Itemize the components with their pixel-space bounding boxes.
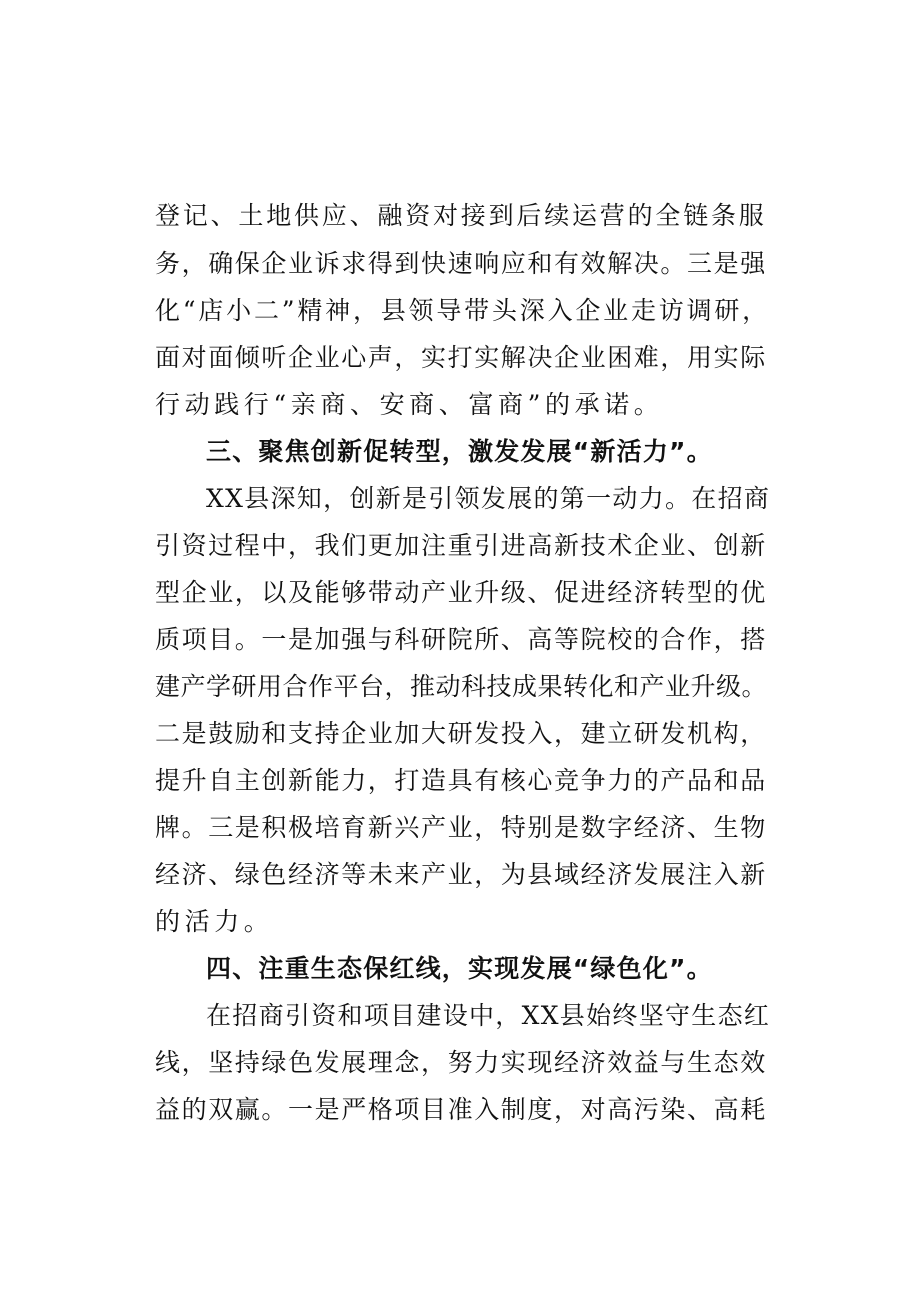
- body-line: 益的双赢。一是严格项目准入制度，对高污染、高耗: [155, 1095, 767, 1124]
- section-heading-4: 四、注重生态保红线，实现发展“绿色化”。: [206, 954, 713, 983]
- body-line: 二是鼓励和支持企业加大研发投入，建立研发机构，: [155, 719, 767, 748]
- body-line: 化“店小二”精神，县领导带头深入企业走访调研，: [155, 296, 770, 325]
- body-line: 经济、绿色经济等未来产业，为县域经济发展注入新: [155, 860, 767, 889]
- body-line: 提升自主创新能力，打造具有核心竞争力的产品和品: [155, 766, 767, 795]
- body-line: 型企业，以及能够带动产业升级、促进经济转型的优: [155, 578, 767, 607]
- body-line: 线，坚持绿色发展理念，努力实现经济效益与生态效: [155, 1048, 767, 1077]
- body-line: 务，确保企业诉求得到快速响应和有效解决。三是强: [155, 249, 767, 278]
- body-line: 的活力。: [155, 907, 274, 936]
- body-line: 建产学研用合作平台，推动科技成果转化和产业升级。: [155, 672, 768, 701]
- section-heading-3: 三、聚焦创新促转型，激发发展“新活力”。: [206, 437, 713, 466]
- body-line: 牌。三是积极培育新兴产业，特别是数字经济、生物: [155, 813, 767, 842]
- paragraph-first-line: 在招商引资和项目建设中，XX县始终坚守生态红: [206, 1001, 771, 1030]
- body-line: 质项目。一是加强与科研院所、高等院校的合作，搭: [155, 625, 767, 654]
- body-line: 登记、土地供应、融资对接到后续运营的全链条服: [155, 201, 767, 230]
- body-line: 行动践行“亲商、安商、富商”的承诺。: [155, 390, 664, 419]
- body-line: 引资过程中，我们更加注重引进高新技术企业、创新: [155, 531, 767, 560]
- paragraph-first-line: XX县深知，创新是引领发展的第一动力。在招商: [206, 484, 771, 513]
- body-line: 面对面倾听企业心声，实打实解决企业困难，用实际: [155, 343, 767, 372]
